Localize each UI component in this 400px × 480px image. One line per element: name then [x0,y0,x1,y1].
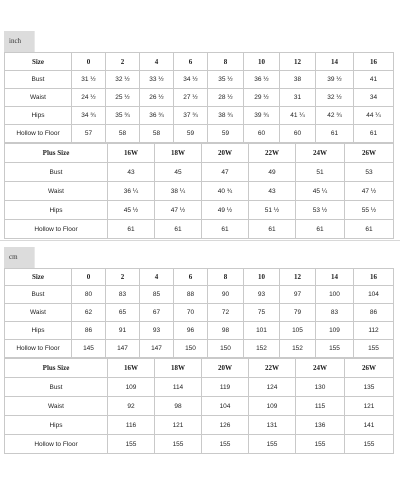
size-column-header: 16 [354,269,394,286]
size-column-header: 26W [345,144,394,163]
table-row [5,304,394,322]
size-header-cell: Size [5,53,72,71]
measurement-value: 43 [249,182,296,201]
measurement-value: 29 ½ [244,89,280,107]
measurement-label: Waist [5,89,72,107]
size-column-header: 10 [244,269,280,286]
size-column-header: 0 [72,269,106,286]
measurement-value: 28 ½ [208,89,244,107]
measurement-label: Hips [5,201,108,220]
size-column-header: 14 [316,269,354,286]
measurement-value: 97 [280,286,316,304]
measurement-value: 36 ¼ [108,182,155,201]
measurement-value: 62 [72,304,106,322]
measurement-value: 115 [296,397,345,416]
measurement-value: 150 [174,340,208,358]
measurement-label: Waist [5,304,72,322]
measurement-value: 61 [155,220,202,239]
measurement-value: 55 ½ [345,201,394,220]
measurement-value: 96 [174,322,208,340]
measurement-value: 25 ½ [106,89,140,107]
measurement-value: 116 [108,416,155,435]
measurement-value: 100 [316,286,354,304]
measurement-value: 45 [155,163,202,182]
size-column-header: 8 [208,53,244,71]
table-row [5,322,394,340]
measurement-label: Bust [5,378,108,397]
table-header-row [5,53,394,71]
table-row [5,71,394,89]
measurement-value: 38 ¼ [155,182,202,201]
measurement-value: 45 ¼ [296,182,345,201]
measurement-value: 51 [296,163,345,182]
measurement-value: 86 [72,322,106,340]
measurement-value: 42 ¾ [316,107,354,125]
measurement-value: 40 ¾ [202,182,249,201]
measurement-value: 57 [72,125,106,143]
table-row [5,435,394,454]
measurement-value: 155 [296,435,345,454]
measurement-value: 114 [155,378,202,397]
table-row [5,201,394,220]
measurement-value: 24 ½ [72,89,106,107]
unit-label-inch: inch [4,31,35,52]
measurement-value: 75 [244,304,280,322]
measurement-value: 121 [345,397,394,416]
measurement-value: 47 ½ [155,201,202,220]
measurement-value: 80 [72,286,106,304]
measurement-value: 41 [354,71,394,89]
size-header-cell: Plus Size [5,144,108,163]
measurement-value: 112 [354,322,394,340]
measurement-value: 31 [280,89,316,107]
measurement-value: 93 [140,322,174,340]
measurement-value: 135 [345,378,394,397]
measurement-value: 60 [280,125,316,143]
measurement-value: 33 ½ [140,71,174,89]
measurement-value: 79 [280,304,316,322]
size-column-header: 24W [296,359,345,378]
measurement-value: 105 [280,322,316,340]
size-column-header: 12 [280,269,316,286]
table-row [5,286,394,304]
measurement-value: 155 [202,435,249,454]
size-column-header: 4 [140,53,174,71]
measurement-value: 83 [316,304,354,322]
measurement-value: 61 [296,220,345,239]
size-column-header: 18W [155,359,202,378]
measurement-value: 61 [249,220,296,239]
measurement-value: 109 [108,378,155,397]
measurement-value: 26 ½ [140,89,174,107]
measurement-value: 131 [249,416,296,435]
measurement-value: 38 [280,71,316,89]
size-column-header: 22W [249,144,296,163]
measurement-label: Hips [5,416,108,435]
measurement-value: 155 [345,435,394,454]
table-row [5,182,394,201]
size-column-header: 22W [249,359,296,378]
measurement-value: 155 [316,340,354,358]
measurement-value: 98 [155,397,202,416]
measurement-value: 35 ¾ [106,107,140,125]
measurement-value: 92 [108,397,155,416]
measurement-value: 152 [244,340,280,358]
measurement-label: Bust [5,286,72,304]
size-column-header: 6 [174,53,208,71]
measurement-value: 61 [202,220,249,239]
measurement-value: 35 ½ [208,71,244,89]
measurement-value: 32 ½ [316,89,354,107]
size-column-header: 4 [140,269,174,286]
measurement-value: 93 [244,286,280,304]
size-column-header: 16W [108,144,155,163]
measurement-label: Hollow to Floor [5,340,72,358]
size-column-header: 20W [202,144,249,163]
measurement-value: 45 ½ [108,201,155,220]
measurement-value: 34 ½ [174,71,208,89]
measurement-value: 155 [108,435,155,454]
measurement-value: 83 [106,286,140,304]
size-column-header: 26W [345,359,394,378]
measurement-value: 150 [208,340,244,358]
size-column-header: 20W [202,359,249,378]
measurement-value: 67 [140,304,174,322]
measurement-value: 136 [296,416,345,435]
measurement-value: 43 [108,163,155,182]
table-row [5,416,394,435]
measurement-value: 155 [354,340,394,358]
size-column-header: 12 [280,53,316,71]
measurement-value: 59 [174,125,208,143]
measurement-value: 121 [155,416,202,435]
measurement-value: 152 [280,340,316,358]
measurement-value: 44 ¼ [354,107,394,125]
measurement-value: 60 [244,125,280,143]
table-row [5,397,394,416]
measurement-value: 72 [208,304,244,322]
measurement-value: 104 [354,286,394,304]
size-column-header: 8 [208,269,244,286]
size-column-header: 2 [106,53,140,71]
measurement-value: 124 [249,378,296,397]
measurement-value: 126 [202,416,249,435]
measurement-value: 49 [249,163,296,182]
section-divider [0,240,400,241]
measurement-value: 85 [140,286,174,304]
measurement-value: 51 ½ [249,201,296,220]
measurement-label: Waist [5,182,108,201]
measurement-value: 34 [354,89,394,107]
measurement-value: 90 [208,286,244,304]
measurement-value: 32 ½ [106,71,140,89]
table-row [5,220,394,239]
measurement-label: Hips [5,322,72,340]
measurement-value: 98 [208,322,244,340]
size-column-header: 16W [108,359,155,378]
size-column-header: 18W [155,144,202,163]
measurement-value: 61 [354,125,394,143]
measurement-label: Hollow to Floor [5,125,72,143]
measurement-value: 91 [106,322,140,340]
measurement-value: 58 [106,125,140,143]
table-header-row [5,269,394,286]
measurement-value: 130 [296,378,345,397]
measurement-value: 49 ½ [202,201,249,220]
size-column-header: 6 [174,269,208,286]
measurement-value: 39 ¾ [244,107,280,125]
measurement-value: 38 ¾ [208,107,244,125]
size-column-header: 14 [316,53,354,71]
measurement-value: 61 [316,125,354,143]
measurement-value: 36 ½ [244,71,280,89]
size-column-header: 10 [244,53,280,71]
measurement-value: 104 [202,397,249,416]
measurement-value: 47 ½ [345,182,394,201]
measurement-value: 58 [140,125,174,143]
measurement-value: 147 [106,340,140,358]
measurement-value: 109 [316,322,354,340]
measurement-value: 141 [345,416,394,435]
table-row [5,89,394,107]
measurement-value: 145 [72,340,106,358]
measurement-value: 36 ¾ [140,107,174,125]
size-column-header: 16 [354,53,394,71]
size-column-header: 24W [296,144,345,163]
table-header-row [5,144,394,163]
size-column-header: 2 [106,269,140,286]
measurement-value: 65 [106,304,140,322]
measurement-value: 53 [345,163,394,182]
measurement-label: Hollow to Floor [5,220,108,239]
measurement-value: 109 [249,397,296,416]
inch-plus-size-table [4,143,394,239]
unit-label-cm: cm [4,247,35,268]
measurement-value: 70 [174,304,208,322]
measurement-value: 61 [108,220,155,239]
measurement-label: Bust [5,163,108,182]
measurement-value: 59 [208,125,244,143]
measurement-value: 155 [249,435,296,454]
table-row [5,340,394,358]
measurement-value: 34 ¾ [72,107,106,125]
measurement-value: 37 ¾ [174,107,208,125]
measurement-value: 53 ½ [296,201,345,220]
measurement-value: 101 [244,322,280,340]
size-header-cell: Size [5,269,72,286]
measurement-value: 147 [140,340,174,358]
table-row [5,125,394,143]
measurement-value: 86 [354,304,394,322]
measurement-value: 155 [155,435,202,454]
measurement-label: Waist [5,397,108,416]
measurement-label: Hips [5,107,72,125]
measurement-label: Hollow to Floor [5,435,108,454]
measurement-value: 27 ½ [174,89,208,107]
table-row [5,163,394,182]
measurement-value: 39 ½ [316,71,354,89]
measurement-value: 41 ¼ [280,107,316,125]
measurement-value: 61 [345,220,394,239]
table-header-row [5,359,394,378]
measurement-value: 88 [174,286,208,304]
size-header-cell: Plus Size [5,359,108,378]
measurement-value: 119 [202,378,249,397]
table-row [5,378,394,397]
inch-standard-size-table [4,52,394,143]
measurement-value: 47 [202,163,249,182]
cm-standard-size-table [4,268,394,358]
table-row [5,107,394,125]
cm-plus-size-table [4,358,394,454]
measurement-value: 31 ½ [72,71,106,89]
measurement-label: Bust [5,71,72,89]
size-column-header: 0 [72,53,106,71]
